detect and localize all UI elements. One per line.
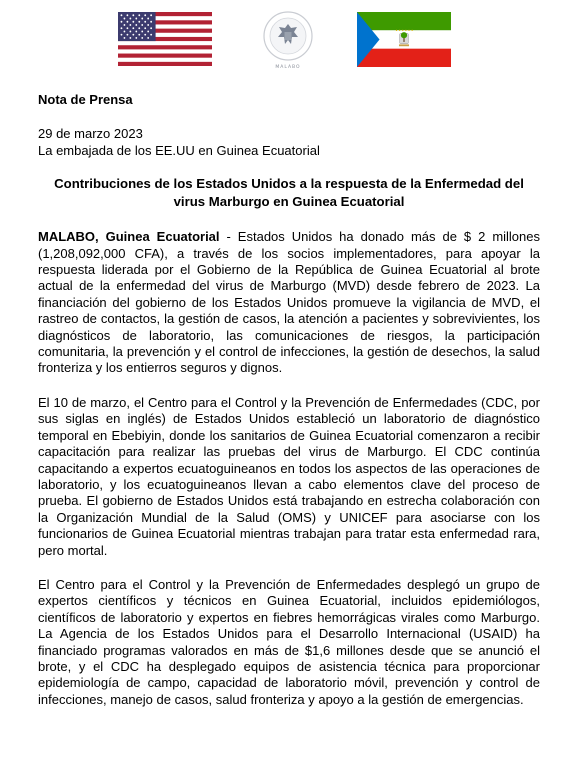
title-line-1: Contribuciones de los Estados Unidos a la respuesta de la Enfermedad del <box>54 176 524 192</box>
title-line-2: virus Marburgo en Guinea Ecuatorial <box>173 194 405 210</box>
release-date: 29 de marzo 2023 <box>38 126 143 142</box>
embassy-seal-icon <box>262 10 314 70</box>
svg-text:MALABO: MALABO <box>275 65 301 70</box>
document-meta <box>38 126 540 159</box>
letterhead <box>0 0 580 80</box>
press-release-body <box>38 92 540 708</box>
equatorial-guinea-flag-icon <box>357 12 451 67</box>
issuer: La embajada de los EE.UU en Guinea Ecuatorial <box>38 142 320 158</box>
dateline: MALABO, Guinea Ecuatorial <box>38 229 220 245</box>
paragraph-1-text: - Estados Unidos ha donado más de $ 2 millones (1,208,092,000 CFA), a través de los socios implementadores, para apoyar la respuesta liderada por el Gobierno de la República de Guinea Ecuatorial al brote actual de la enfermedad del virus de Marburgo (MVD) desde febrero de 2023. La financiación del gobierno de los Estados Unidos promueve la vigilancia de MVD, el rastreo de contactos, la gestión de casos, la atención a pacientes y sobrevivientes, los diagnósticos de laboratorio, las comunicaciones de riesgos, la participación comunitaria, la prevención y el control de infecciones, la gestión de desechos, la salud fronteriza y los entierros seguros y dignos. <box>38 229 541 376</box>
paragraph-2: El 10 de marzo, el Centro para el Control y la Prevención de Enfermedades (CDC, por sus siglas en inglés) de Estados Unidos estableció un laboratorio de diagnóstico temporal en Ebebiyin, donde los sanitarios de Guinea Ecuatorial comenzaron a recibir capacitación para realizar las pruebas del virus de Marburgo. El CDC continúa capacitando a expertos ecuatoguineanos en todos los aspectos de las operaciones de laboratorio, y los ecuatoguineanos llevan a cabo elementos clave del proceso de prueba. El gobierno de Estados Unidos está trabajando en estrecha colaboración con la Organización Mundial de la Salud (OMS) y UNICEF para asociarse con los funcionarios de Guinea Ecuatorial mientras trabajan para tratar esta enfermedad rara, pero mortal. <box>38 394 540 558</box>
paragraph-3: El Centro para el Control y la Prevención de Enfermedades desplegó un grupo de expertos científicos y técnicos en Guinea Ecuatorial, incluidos epidemiólogos, científicos de laboratorio y expertos en fiebres hemorrágicas virales como Marburgo. La Agencia de los Estados Unidos para el Desarrollo Internacional (USAID) ha financiado programas valorados en más de $1,6 millones desde que se anunció el brote, y el CDC ha desplegado equipos de asistencia técnica para proporcionar epidemiología de campo, capacidad de laboratorio móvil, prevención y control de infecciones, manejo de casos, salud fronteriza y apoyo a la gestión de emergencias. <box>38 576 540 707</box>
document-label: Nota de Prensa <box>38 92 133 107</box>
us-flag-icon <box>118 12 212 66</box>
paragraph-1 <box>38 229 540 377</box>
document-title <box>38 175 540 211</box>
